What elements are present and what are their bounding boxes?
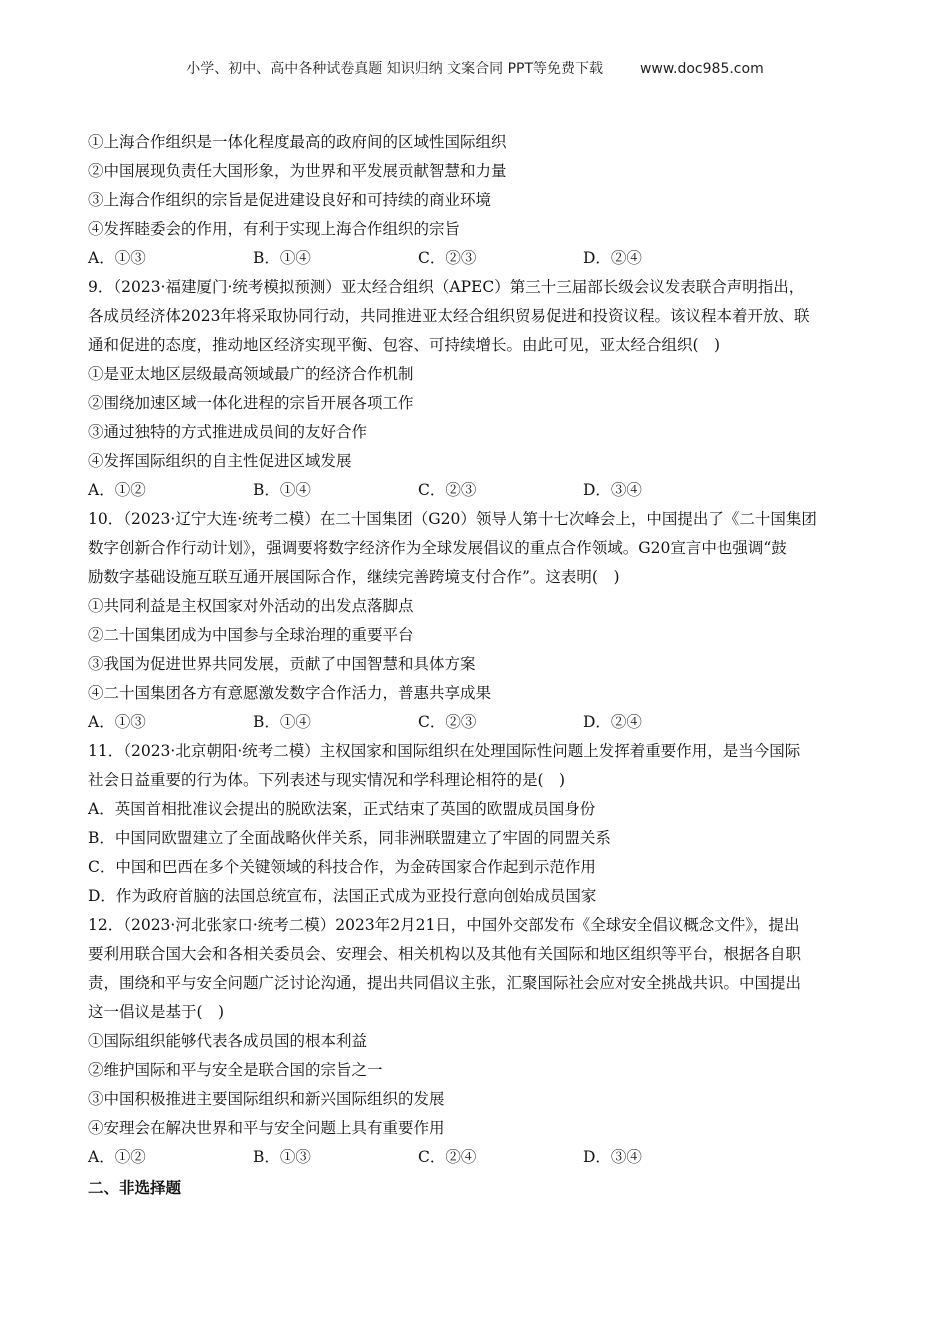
question-12 xyxy=(88,911,868,1172)
question-stem: 11．（2023·北京朝阳·统考二模）主权国家和国际组织在处理国际性问题上发挥着重要作用，是当今国际 xyxy=(88,742,801,760)
option-d[interactable]: D．③④ xyxy=(583,1148,642,1166)
document-body xyxy=(88,128,868,1203)
option-b[interactable]: B．①④ xyxy=(253,249,311,267)
page-header xyxy=(0,58,950,78)
question-stem: 各成员经济体2023年将采取协同行动，共同推进亚太经合组织贸易促进和投资议程。该议程本着开放、联 xyxy=(88,307,810,325)
option-b[interactable]: B．①④ xyxy=(253,713,311,731)
question-stem: 9．（2023·福建厦门·统考模拟预测）亚太经合组织（APEC）第三十三届部长级会议发表联合声明指出， xyxy=(88,278,805,296)
statement: ②中国展现负责任大国形象，为世界和平发展贡献智慧和力量 xyxy=(88,162,507,180)
option-c[interactable]: C．②③ xyxy=(418,713,477,731)
question-stem: 励数字基础设施互联互通开展国际合作，继续完善跨境支付合作”。这表明( ) xyxy=(88,568,620,586)
question-stem: 10．（2023·辽宁大连·统考二模）在二十国集团（G20）领导人第十七次峰会上，中国提出了《二十国集团 xyxy=(88,510,817,528)
option-d[interactable]: D．③④ xyxy=(583,481,642,499)
statement: ③上海合作组织的宗旨是促进建设良好和可持续的商业环境 xyxy=(88,191,492,209)
answer-options xyxy=(88,708,868,737)
question-stem: 数字创新合作行动计划》，强调要将数字经济作为全球发展倡议的重点合作领域。G20宣言中也强调“鼓 xyxy=(88,539,787,557)
choice-a[interactable]: A．英国首相批准议会提出的脱欧法案，正式结束了英国的欧盟成员国身份 xyxy=(88,800,596,818)
statement: ③中国积极推进主要国际组织和新兴国际组织的发展 xyxy=(88,1090,445,1108)
question-9 xyxy=(88,273,868,505)
question-stem: 社会日益重要的行为体。下列表述与现实情况和学科理论相符的是( ) xyxy=(88,771,566,789)
statement: ①共同利益是主权国家对外活动的出发点落脚点 xyxy=(88,597,414,615)
statement: ②维护国际和平与安全是联合国的宗旨之一 xyxy=(88,1061,383,1079)
question-8 xyxy=(88,128,868,273)
statement: ④安理会在解决世界和平与安全问题上具有重要作用 xyxy=(88,1119,445,1137)
choice-d[interactable]: D．作为政府首脑的法国总统宣布，法国正式成为亚投行意向创始成员国家 xyxy=(88,887,597,905)
answer-options xyxy=(88,244,868,273)
choice-c[interactable]: C．中国和巴西在多个关键领域的科技合作，为金砖国家合作起到示范作用 xyxy=(88,858,596,876)
statement: ①上海合作组织是一体化程度最高的政府间的区域性国际组织 xyxy=(88,133,507,151)
option-c[interactable]: C．②③ xyxy=(418,249,477,267)
option-a[interactable]: A．①② xyxy=(88,481,146,499)
option-c[interactable]: C．②④ xyxy=(418,1148,477,1166)
question-11 xyxy=(88,737,868,911)
option-c[interactable]: C．②③ xyxy=(418,481,477,499)
statement: ②二十国集团成为中国参与全球治理的重要平台 xyxy=(88,626,414,644)
statement: ④发挥睦委会的作用，有利于实现上海合作组织的宗旨 xyxy=(88,220,461,238)
statement: ③通过独特的方式推进成员间的友好合作 xyxy=(88,423,368,441)
choice-b[interactable]: B．中国同欧盟建立了全面战略伙伴关系，同非洲联盟建立了牢固的同盟关系 xyxy=(88,829,611,847)
option-a[interactable]: A．①③ xyxy=(88,249,146,267)
statement: ①国际组织能够代表各成员国的根本利益 xyxy=(88,1032,368,1050)
question-stem: 要利用联合国大会和各相关委员会、安理会、相关机构以及其他有关国际和地区组织等平台，根据各自职 xyxy=(88,945,802,963)
answer-options xyxy=(88,1143,868,1172)
option-a[interactable]: A．①③ xyxy=(88,713,146,731)
option-a[interactable]: A．①② xyxy=(88,1148,146,1166)
option-d[interactable]: D．②④ xyxy=(583,249,642,267)
statement: ③我国为促进世界共同发展，贡献了中国智慧和具体方案 xyxy=(88,655,476,673)
answer-options xyxy=(88,476,868,505)
option-d[interactable]: D．②④ xyxy=(583,713,642,731)
statement: ②围绕加速区域一体化进程的宗旨开展各项工作 xyxy=(88,394,414,412)
option-b[interactable]: B．①③ xyxy=(253,1148,311,1166)
statement: ④发挥国际组织的自主性促进区域发展 xyxy=(88,452,352,470)
statement: ①是亚太地区层级最高领域最广的经济合作机制 xyxy=(88,365,414,383)
question-10 xyxy=(88,505,868,737)
option-b[interactable]: B．①④ xyxy=(253,481,311,499)
header-url[interactable]: www.doc985.com xyxy=(639,61,764,77)
question-stem: 这一倡议是基于( ) xyxy=(88,1003,225,1021)
question-stem: 12．（2023·河北张家口·统考二模）2023年2月21日，中国外交部发布《全球安全倡议概念文件》，提出 xyxy=(88,916,800,934)
header-text: 小学、初中、高中各种试卷真题 知识归纳 文案合同 PPT等免费下载 xyxy=(186,61,604,77)
question-stem: 通和促进的态度，推动地区经济实现平衡、包容、可持续增长。由此可见，亚太经合组织( ) xyxy=(88,336,721,354)
section-heading: 二、非选择题 xyxy=(88,1179,182,1197)
statement: ④二十国集团各方有意愿激发数字合作活力，普惠共享成果 xyxy=(88,684,492,702)
question-stem: 责，围绕和平与安全问题广泛讨论沟通，提出共同倡议主张，汇聚国际社会应对安全挑战共识。中国提出 xyxy=(88,974,802,992)
